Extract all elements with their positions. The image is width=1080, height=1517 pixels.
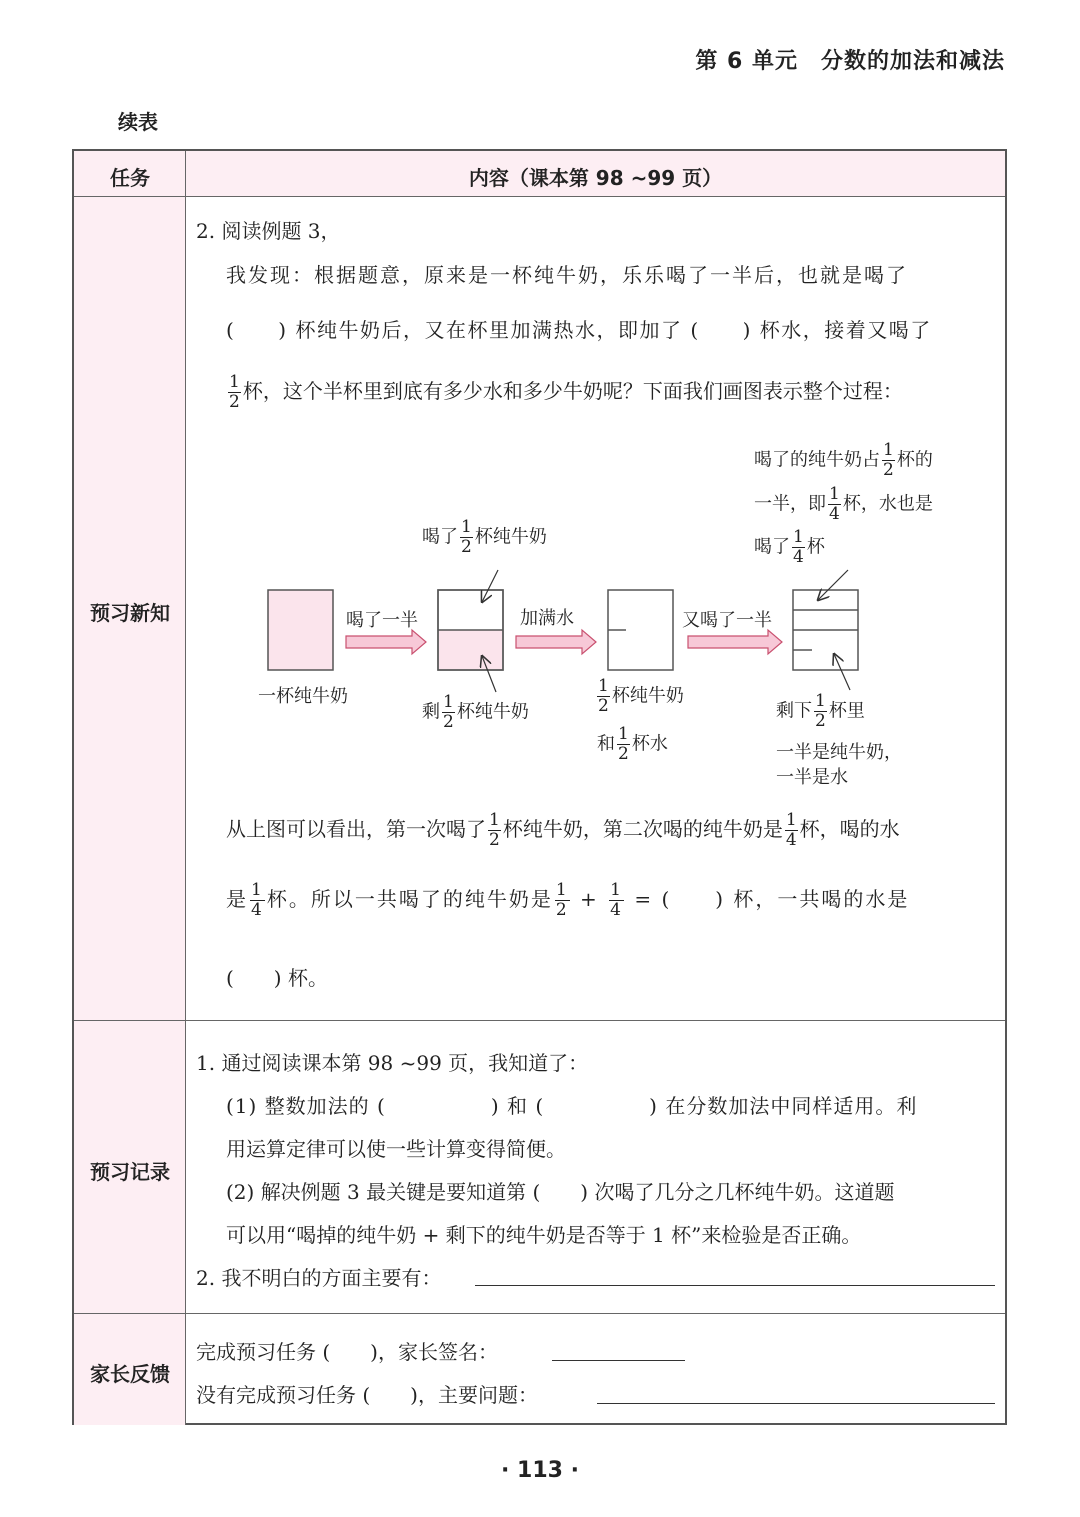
s2-line-1: 1. 通过阅读课本第 98 ~99 页，我知道了： (196, 1051, 589, 1075)
label-arrow-1: 喝了一半 (346, 610, 418, 631)
s2-line-3: 用运算定律可以使一些计算变得简便。 (226, 1137, 566, 1161)
s2-line-4: (2) 解决例题 3 最关键是要知道第 ( ) 次喝了几分之几杯纯牛奶。这道题 (226, 1180, 895, 1204)
page-number: · 113 · (501, 1458, 579, 1483)
unit-title: 第 6 单元 分数的加法和减法 (695, 49, 1005, 74)
label-arrow-2: 加满水 (520, 608, 574, 629)
label-left-half: 剩 $\frac{1}{2}$ 杯纯牛奶 (422, 692, 529, 732)
s2-line-2: (1) 整数加法的 ( ) 和 ( ) 在分数加法中同样适用。利 (226, 1094, 918, 1118)
s3-line-1: 完成预习任务 ( )，家长签名： (196, 1340, 498, 1364)
unclear-points-answer-line[interactable] (475, 1285, 995, 1286)
continue-label: 续表 (118, 110, 158, 134)
remaining-line-3: 一半是水 (776, 767, 848, 788)
s1-para-line-3: ( ) 杯。 (226, 966, 328, 990)
label-arrow-3: 又喝了一半 (682, 610, 772, 631)
s2-line-5: 可以用“喝掉的纯牛奶 + 剩下的纯牛奶是否等于 1 杯”来检验是否正确。 (226, 1223, 862, 1247)
column-header-content: 内容（课本第 98 ~99 页） (468, 166, 723, 190)
note-line-3: 喝了 $\frac{1}{4}$ 杯 (754, 527, 825, 567)
s1-line-3: ( ) 杯纯牛奶后，又在杯里加满热水，即加了 ( ) 杯水，接着又喝了 (226, 318, 932, 342)
note-line-2: 一半，即 $\frac{1}{4}$ 杯，水也是 (754, 484, 933, 524)
s1-line-1: 2. 阅读例题 3， (196, 219, 341, 243)
row-label-parent-feedback: 家长反馈 (90, 1362, 170, 1386)
s1-line-4: $\frac{1}{2}$ 杯，这个半杯里到底有多少水和多少牛奶呢？下面我们画图表示整个过程： (229, 372, 903, 412)
s3-line-2: 没有完成预习任务 ( )，主要问题： (196, 1383, 538, 1407)
parent-signature-line[interactable] (552, 1360, 685, 1361)
label-mix-milk: $\frac{1}{2}$ 杯纯牛奶 (598, 676, 684, 716)
label-mix-water: 和 $\frac{1}{2}$ 杯水 (597, 724, 668, 764)
s1-para-line-1: 从上图可以看出，第一次喝了 $\frac{1}{2}$ 杯纯牛奶，第二次喝的纯牛奶是 $\frac{1}{4}$ 杯，喝的水 (226, 810, 900, 850)
note-line-1: 喝了的纯牛奶占 $\frac{1}{2}$ 杯的 (754, 440, 933, 480)
s2-line-6: 2. 我不明白的方面主要有： (196, 1266, 442, 1290)
arrow-3 (688, 630, 782, 654)
label-full-cup: 一杯纯牛奶 (258, 686, 348, 707)
s1-para-line-2: 是 $\frac{1}{4}$ 杯。所以一共喝了的纯牛奶是 $\frac{1}{2}$ + $\frac{1}{4}$ = ( ) 杯，一共喝的水是 (226, 880, 910, 920)
row-label-preview-record: 预习记录 (90, 1160, 170, 1184)
row-label-preview-new: 预习新知 (90, 601, 170, 625)
arrow-2 (516, 630, 596, 654)
task-column (74, 196, 186, 1425)
remaining-line-1: 剩下 $\frac{1}{2}$ 杯里 (776, 691, 865, 731)
cup-full (268, 590, 333, 670)
column-header-task: 任务 (110, 166, 150, 190)
s1-line-2: 我发现：根据题意，原来是一杯纯牛奶，乐乐喝了一半后，也就是喝了 (226, 263, 908, 287)
main-problem-line[interactable] (597, 1403, 995, 1404)
label-drank-half: 喝了 $\frac{1}{2}$ 杯纯牛奶 (422, 517, 547, 557)
fraction-half: $\frac{1}{2}$ (229, 372, 240, 412)
remaining-line-2: 一半是纯牛奶， (776, 742, 902, 763)
arrow-1 (346, 630, 426, 654)
